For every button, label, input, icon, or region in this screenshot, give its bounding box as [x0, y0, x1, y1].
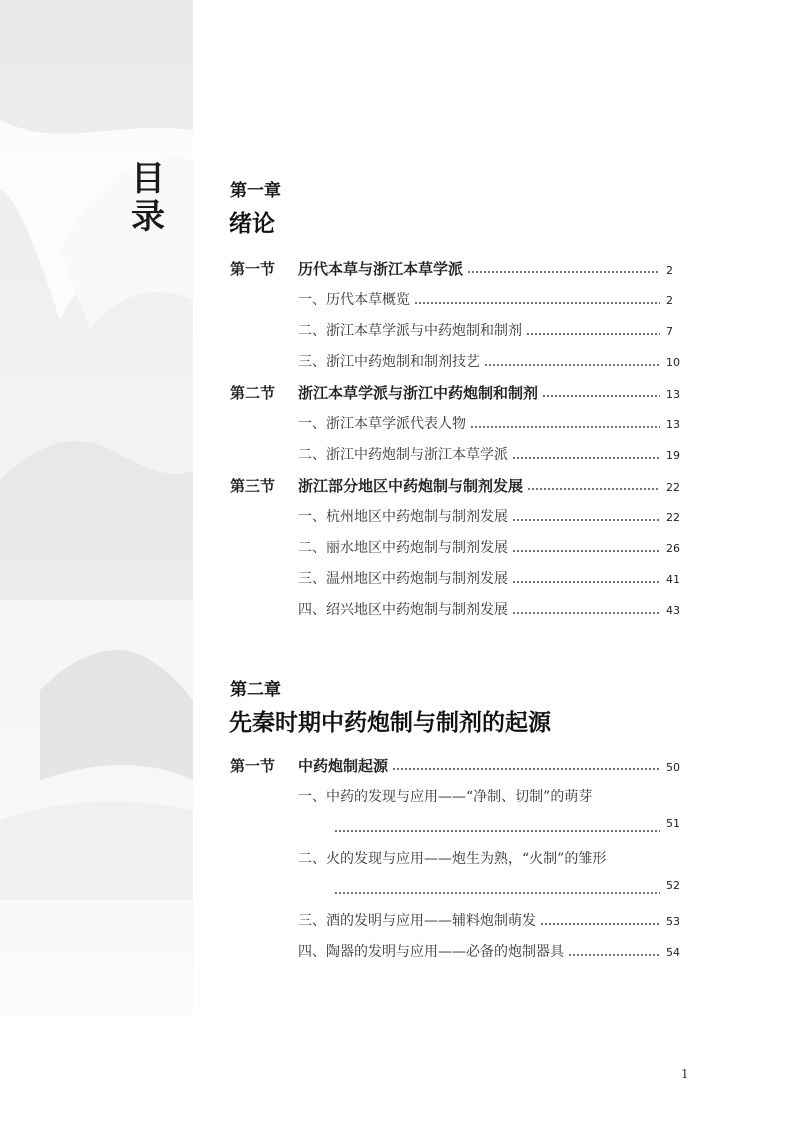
toc-item-row[interactable] [230, 941, 690, 963]
toc-item-row[interactable] [230, 289, 690, 311]
item-title: 一、历代本草概览 [298, 292, 410, 308]
section-number: 第一节 [230, 260, 276, 278]
item-title: 一、浙江本草学派代表人物 [298, 416, 466, 432]
toc-item-row[interactable] [230, 413, 690, 435]
dot-leader [392, 768, 660, 770]
toc-item-row[interactable] [230, 506, 690, 528]
dot-leader [334, 830, 660, 832]
item-title: 三、酒的发明与应用——辅料炮制萌发 [298, 913, 536, 929]
page-number: 53 [666, 915, 680, 928]
toc-item-row[interactable] [230, 568, 690, 590]
page-number: 54 [666, 946, 680, 959]
item-title: 二、浙江中药炮制与浙江本草学派 [298, 447, 508, 463]
page-folio-number: 1 [681, 1067, 689, 1081]
toc-item-continuation-row[interactable] [230, 879, 690, 901]
page-number: 19 [666, 449, 680, 462]
item-title: 三、浙江中药炮制和制剂技艺 [298, 354, 480, 370]
page-number: 7 [666, 325, 673, 338]
dot-leader [484, 364, 660, 366]
toc-item-row[interactable] [230, 444, 690, 466]
page-number: 50 [666, 761, 680, 774]
chapter-title: 先秦时期中药炮制与制剂的起源 [229, 710, 551, 736]
section-title: 浙江本草学派与浙江中药炮制和制剂 [298, 384, 539, 402]
page-number: 51 [666, 817, 680, 830]
page-number: 26 [666, 542, 680, 555]
item-title: 一、中药的发现与应用——“净制、切制”的萌芽 [298, 789, 593, 805]
page-number: 13 [666, 418, 680, 431]
chapter-label: 第一章 [230, 181, 281, 201]
toc-item-row[interactable] [230, 599, 690, 621]
decorative-side-panel [0, 0, 193, 1015]
dot-leader [334, 892, 660, 894]
toc-section-row[interactable] [230, 755, 690, 777]
dot-leader [568, 954, 660, 956]
dot-leader [467, 271, 660, 273]
toc-section-row[interactable] [230, 258, 690, 280]
item-title: 二、浙江本草学派与中药炮制和制剂 [298, 323, 522, 339]
item-title: 二、丽水地区中药炮制与制剂发展 [298, 540, 508, 556]
section-title: 浙江部分地区中药炮制与制剂发展 [298, 477, 524, 495]
toc-item-row[interactable] [230, 537, 690, 559]
toc-heading-char: 录 [131, 197, 165, 237]
toc-item-row[interactable] [230, 786, 690, 808]
toc-section-row[interactable] [230, 382, 690, 404]
section-number: 第一节 [230, 757, 276, 775]
section-number: 第三节 [230, 477, 276, 495]
section-title: 中药炮制起源 [298, 757, 389, 775]
page-number: 43 [666, 604, 680, 617]
item-title: 三、温州地区中药炮制与制剂发展 [298, 571, 508, 587]
dot-leader [527, 488, 660, 490]
section-number: 第二节 [230, 384, 276, 402]
page-number: 2 [666, 264, 673, 277]
dot-leader [512, 612, 660, 614]
toc-heading-char: 目 [131, 159, 165, 199]
dot-leader [512, 457, 660, 459]
dot-leader [526, 333, 660, 335]
item-title: 一、杭州地区中药炮制与制剂发展 [298, 509, 508, 525]
chapter-label: 第二章 [230, 680, 281, 700]
ink-landscape-illustration [0, 0, 193, 1015]
dot-leader [542, 395, 660, 397]
dot-leader [470, 426, 660, 428]
item-title: 四、陶器的发明与应用——必备的炮制器具 [298, 944, 564, 960]
toc-item-row[interactable] [230, 848, 690, 870]
page-number: 10 [666, 356, 680, 369]
section-title: 历代本草与浙江本草学派 [298, 260, 464, 278]
toc-item-continuation-row[interactable] [230, 817, 690, 839]
page-number: 52 [666, 879, 680, 892]
item-title: 四、绍兴地区中药炮制与制剂发展 [298, 602, 508, 618]
dot-leader [512, 519, 660, 521]
toc-item-row[interactable] [230, 351, 690, 373]
chapter-title: 绪论 [229, 211, 275, 237]
dot-leader [512, 581, 660, 583]
page-number: 22 [666, 511, 680, 524]
toc-item-row[interactable] [230, 910, 690, 932]
page-number: 41 [666, 573, 680, 586]
page-number: 13 [666, 388, 680, 401]
toc-heading [126, 160, 170, 236]
dot-leader [540, 923, 660, 925]
item-title: 二、火的发现与应用——炮生为熟，“火制”的雏形 [298, 851, 607, 867]
dot-leader [414, 302, 660, 304]
toc-item-row[interactable] [230, 320, 690, 342]
dot-leader [512, 550, 660, 552]
page-number: 2 [666, 294, 673, 307]
toc-section-row[interactable] [230, 475, 690, 497]
page-number: 22 [666, 481, 680, 494]
